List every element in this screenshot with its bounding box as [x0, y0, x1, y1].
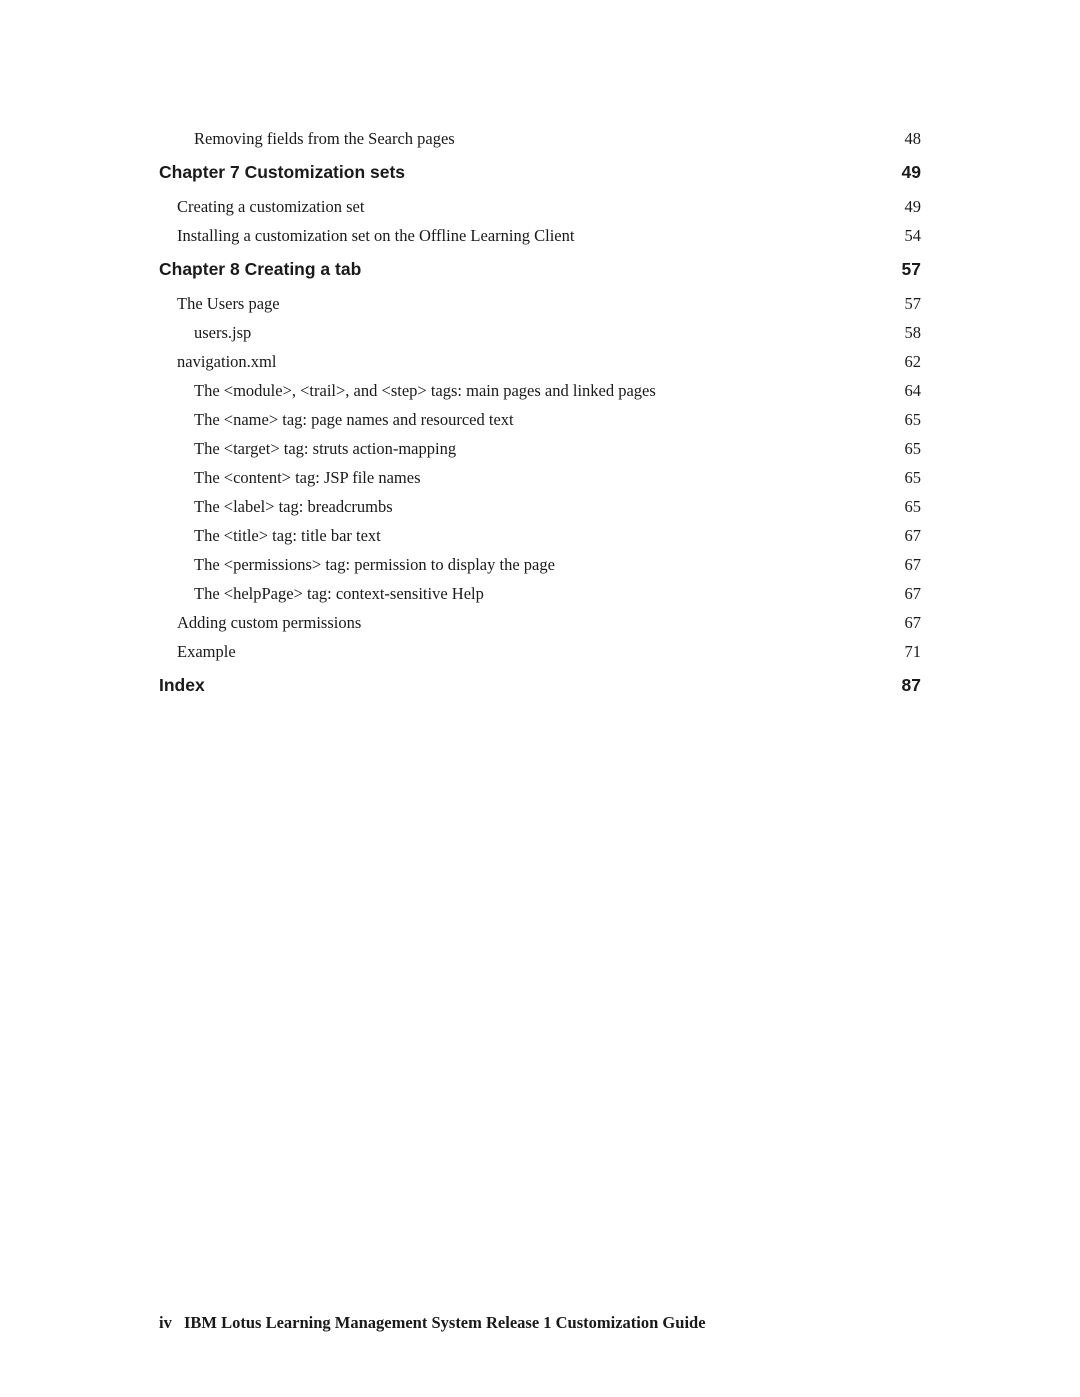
- dot-leader: [658, 386, 901, 396]
- toc-entry-title: navigation.xml: [177, 352, 277, 371]
- toc-entry[interactable]: [159, 318, 921, 347]
- toc-entry-title: The <module>, <trail>, and <step> tags: main pages and linked pages: [194, 381, 656, 400]
- toc-entry[interactable]: [159, 608, 921, 637]
- toc-entry[interactable]: [159, 289, 921, 318]
- page-number: iv: [159, 1313, 172, 1332]
- toc-entry-title: Index: [159, 675, 205, 695]
- toc-entry[interactable]: [159, 192, 921, 221]
- dot-leader: [278, 357, 900, 367]
- dot-leader: [282, 299, 901, 309]
- dot-leader: [486, 589, 901, 599]
- toc-entry[interactable]: [159, 376, 921, 405]
- dot-leader: [253, 328, 900, 338]
- dot-leader: [207, 680, 898, 691]
- toc-entry-page-number: 67: [904, 613, 921, 632]
- page-footer: [159, 1313, 706, 1333]
- toc-entry-title: The Users page: [177, 294, 280, 313]
- dot-leader: [423, 473, 901, 483]
- toc-entry[interactable]: [159, 434, 921, 463]
- toc-entry[interactable]: [159, 124, 921, 153]
- dot-leader: [557, 560, 901, 570]
- toc-entry-page-number: 67: [904, 526, 921, 545]
- toc-entry-page-number: 67: [904, 584, 921, 603]
- toc-entry[interactable]: [159, 521, 921, 550]
- dot-leader: [407, 167, 898, 178]
- toc-entry[interactable]: [159, 637, 921, 666]
- dot-leader: [363, 264, 897, 275]
- toc-entry[interactable]: [159, 550, 921, 579]
- toc-entry-title: The <permissions> tag: permission to display the page: [194, 555, 555, 574]
- toc-entry-title: The <helpPage> tag: context-sensitive Help: [194, 584, 484, 603]
- toc-entry-page-number: 49: [901, 162, 921, 182]
- toc-entry-page-number: 65: [904, 439, 921, 458]
- toc-entry-page-number: 57: [901, 259, 921, 279]
- toc-entry-title: Chapter 8 Creating a tab: [159, 259, 362, 279]
- toc-entry-title: users.jsp: [194, 323, 252, 342]
- dot-leader: [457, 134, 901, 144]
- toc-entry-title: The <content> tag: JSP file names: [194, 468, 421, 487]
- dot-leader: [516, 415, 901, 425]
- toc-entry-title: Creating a customization set: [177, 197, 365, 216]
- toc-entry-page-number: 65: [904, 468, 921, 487]
- dot-leader: [576, 231, 900, 241]
- toc-entry-title: The <target> tag: struts action-mapping: [194, 439, 457, 458]
- toc-chapter-entry[interactable]: [159, 666, 921, 705]
- toc-entry-title: The <name> tag: page names and resourced text: [194, 410, 514, 429]
- toc-entry[interactable]: [159, 463, 921, 492]
- toc-entry-title: Adding custom permissions: [177, 613, 362, 632]
- toc-entry-page-number: 64: [904, 381, 921, 400]
- toc-entry-title: Chapter 7 Customization sets: [159, 162, 406, 182]
- dot-leader: [363, 618, 900, 628]
- toc-entry[interactable]: [159, 492, 921, 521]
- toc-entry-page-number: 67: [904, 555, 921, 574]
- toc-entry-page-number: 65: [904, 410, 921, 429]
- toc-entry[interactable]: [159, 579, 921, 608]
- toc-entry[interactable]: [159, 405, 921, 434]
- toc-entry-page-number: 65: [904, 497, 921, 516]
- toc-entry-title: Example: [177, 642, 236, 661]
- table-of-contents: [159, 124, 921, 705]
- toc-entry-title: The <title> tag: title bar text: [194, 526, 381, 545]
- dot-leader: [366, 202, 900, 212]
- toc-entry-page-number: 54: [904, 226, 921, 245]
- dot-leader: [238, 647, 901, 657]
- toc-entry-page-number: 87: [901, 675, 921, 695]
- toc-chapter-entry[interactable]: [159, 250, 921, 289]
- toc-entry-page-number: 49: [904, 197, 921, 216]
- dot-leader: [458, 444, 900, 454]
- toc-entry-title: Removing fields from the Search pages: [194, 129, 455, 148]
- book-title: IBM Lotus Learning Management System Release 1 Customization Guide: [183, 1313, 706, 1332]
- dot-leader: [383, 531, 901, 541]
- toc-entry[interactable]: [159, 221, 921, 250]
- toc-entry-page-number: 57: [904, 294, 921, 313]
- toc-entry[interactable]: [159, 347, 921, 376]
- toc-entry-title: The <label> tag: breadcrumbs: [194, 497, 393, 516]
- toc-entry-page-number: 48: [904, 129, 921, 148]
- toc-entry-page-number: 62: [904, 352, 921, 371]
- toc-entry-title: Installing a customization set on the Offline Learning Client: [177, 226, 575, 245]
- toc-entry-page-number: 58: [904, 323, 921, 342]
- dot-leader: [395, 502, 901, 512]
- toc-chapter-entry[interactable]: [159, 153, 921, 192]
- toc-entry-page-number: 71: [904, 642, 921, 661]
